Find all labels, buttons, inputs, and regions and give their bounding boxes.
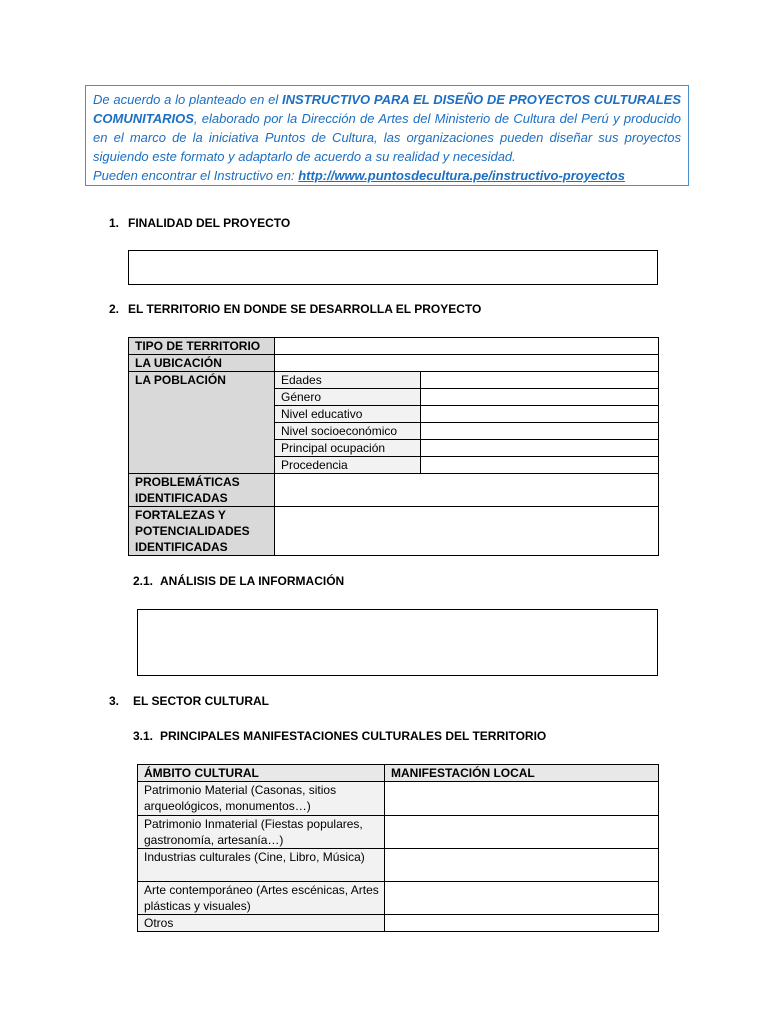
section-2-1-title: ANÁLISIS DE LA INFORMACIÓN xyxy=(160,574,345,588)
section-3-heading xyxy=(109,694,269,708)
manifestacion-value[interactable] xyxy=(385,849,659,882)
manifestacion-value[interactable] xyxy=(385,915,659,932)
section-3-1-heading xyxy=(133,729,546,743)
intro-text-1: De acuerdo a lo planteado en el xyxy=(93,92,283,107)
section-3-1-title: PRINCIPALES MANIFESTACIONES CULTURALES DEL TERRITORIO xyxy=(160,729,547,743)
ambito-patrimonio-material: Patrimonio Material (Casonas, sitios arqueológicos, monumentos…) xyxy=(138,782,385,816)
fortalezas-label: FORTALEZAS Y POTENCIALIDADES IDENTIFICADAS xyxy=(129,507,275,556)
manifestacion-value[interactable] xyxy=(385,882,659,915)
intro-link-line xyxy=(93,166,681,185)
ambito-otros: Otros xyxy=(138,915,385,932)
table-header-row xyxy=(138,765,659,782)
ubicacion-value[interactable] xyxy=(275,355,659,372)
poblacion-sub-nivel-educativo: Nivel educativo xyxy=(275,406,421,423)
intro-text-2: , elaborado por la Dirección de Artes del Ministerio de Cultura del Perú y producido en el marco de la iniciativa Puntos de Cultura, las organizaciones pueden diseñar sus proyectos siguiendo este formato y adaptarlo de acuerdo a su realidad y necesidad. xyxy=(93,111,681,164)
poblacion-sub-genero: Género xyxy=(275,389,421,406)
ambito-patrimonio-inmaterial: Patrimonio Inmaterial (Fiestas populares, gastronomía, artesanía…) xyxy=(138,816,385,849)
poblacion-procedencia-value[interactable] xyxy=(421,457,659,474)
section-2-1-heading xyxy=(133,574,344,588)
table-row xyxy=(129,507,659,556)
problematicas-label: PROBLEMÁTICAS IDENTIFICADAS xyxy=(129,474,275,507)
problematicas-value[interactable] xyxy=(275,474,659,507)
poblacion-label: LA POBLACIÓN xyxy=(129,372,275,474)
tipo-territorio-value[interactable] xyxy=(275,338,659,355)
section-1-title: FINALIDAD DEL PROYECTO xyxy=(128,216,291,230)
poblacion-sub-principal-ocupacion: Principal ocupación xyxy=(275,440,421,457)
table-row xyxy=(129,372,659,389)
section-2-1-number: 2.1. xyxy=(133,574,154,588)
poblacion-principal-ocupacion-value[interactable] xyxy=(421,440,659,457)
intro-paragraph xyxy=(93,90,681,166)
ambito-cultural-header: ÁMBITO CULTURAL xyxy=(138,765,385,782)
territory-table xyxy=(128,337,659,556)
manifestacion-local-header: MANIFESTACIÓN LOCAL xyxy=(385,765,659,782)
ambito-industrias-culturales: Industrias culturales (Cine, Libro, Música) xyxy=(138,849,385,882)
poblacion-genero-value[interactable] xyxy=(421,389,659,406)
poblacion-sub-edades: Edades xyxy=(275,372,421,389)
table-row xyxy=(129,474,659,507)
poblacion-sub-nivel-socioeconomico: Nivel socioeconómico xyxy=(275,423,421,440)
manifestacion-value[interactable] xyxy=(385,816,659,849)
section-1-heading xyxy=(109,216,290,230)
tipo-territorio-label: TIPO DE TERRITORIO xyxy=(129,338,275,355)
section-3-1-number: 3.1. xyxy=(133,729,154,743)
table-row xyxy=(138,882,659,915)
table-row xyxy=(129,338,659,355)
poblacion-nivel-socioeconomico-value[interactable] xyxy=(421,423,659,440)
analisis-field[interactable] xyxy=(137,609,658,676)
table-row xyxy=(129,355,659,372)
intro-text-3: Pueden encontrar el Instructivo en: xyxy=(93,168,299,183)
poblacion-nivel-educativo-value[interactable] xyxy=(421,406,659,423)
table-row xyxy=(138,782,659,816)
ubicacion-label: LA UBICACIÓN xyxy=(129,355,275,372)
section-2-number: 2. xyxy=(109,302,120,316)
cultural-table xyxy=(137,764,659,932)
table-row xyxy=(138,915,659,932)
poblacion-edades-value[interactable] xyxy=(421,372,659,389)
poblacion-sub-procedencia: Procedencia xyxy=(275,457,421,474)
section-1-number: 1. xyxy=(109,216,120,230)
finalidad-field[interactable] xyxy=(128,250,658,285)
instructivo-link[interactable]: http://www.puntosdecultura.pe/instructivo-proyectos xyxy=(298,168,625,183)
instructivo-title: INSTRUCTIVO PARA EL DISEÑO DE PROYECTOS CULTURALES COMUNITARIOS xyxy=(93,92,681,126)
table-row xyxy=(138,849,659,882)
ambito-arte-contemporaneo: Arte contemporáneo (Artes escénicas, Artes plásticas y visuales) xyxy=(138,882,385,915)
section-3-number: 3. xyxy=(109,694,120,708)
table-row xyxy=(138,816,659,849)
intro-note xyxy=(85,85,689,186)
fortalezas-value[interactable] xyxy=(275,507,659,556)
section-2-title: EL TERRITORIO EN DONDE SE DESARROLLA EL PROYECTO xyxy=(128,302,482,316)
section-2-heading xyxy=(109,302,481,316)
manifestacion-value[interactable] xyxy=(385,782,659,816)
section-3-title: EL SECTOR CULTURAL xyxy=(133,694,270,708)
